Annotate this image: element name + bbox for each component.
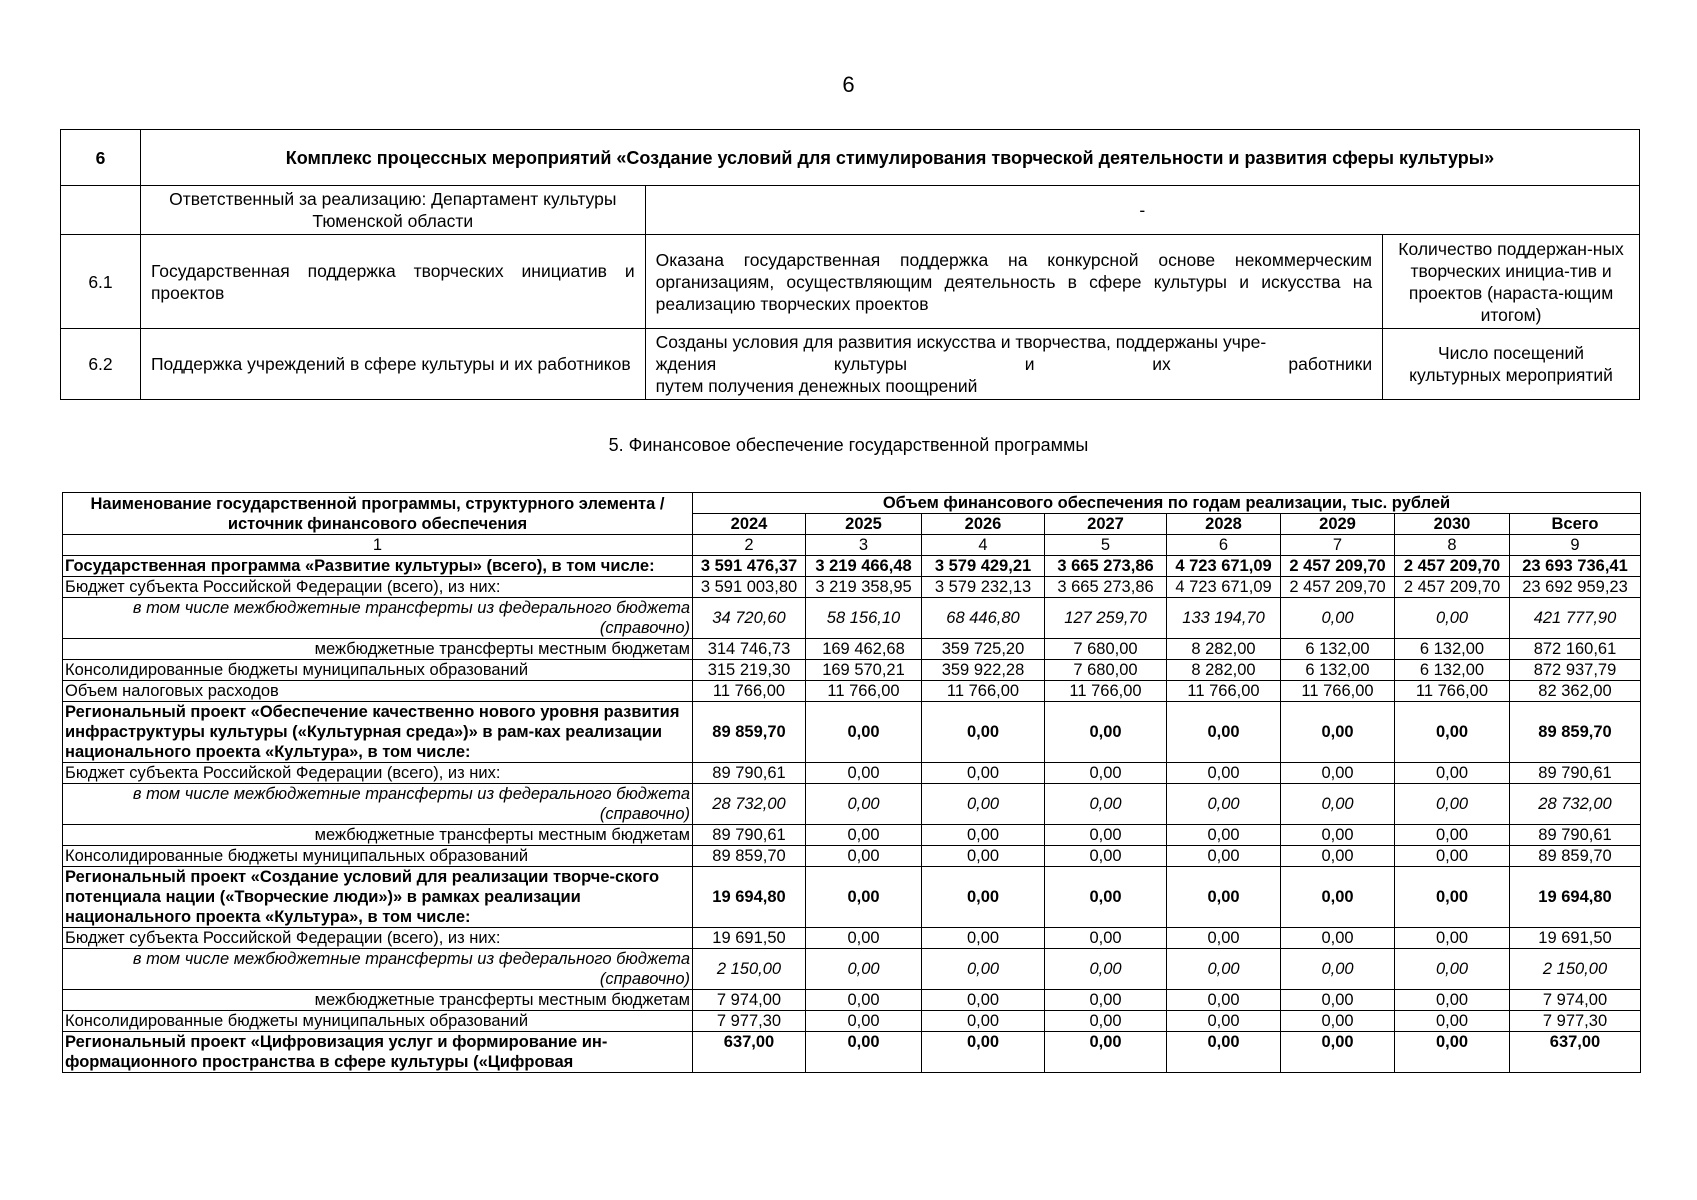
finance-value-cell: 0,00 (1045, 763, 1167, 784)
finance-row (63, 949, 1641, 990)
finance-row (63, 867, 1641, 928)
finance-value-cell: 0,00 (806, 846, 922, 867)
finance-value-cell: 3 591 003,80 (693, 577, 806, 598)
finance-value-cell: 0,00 (1167, 990, 1281, 1011)
finance-value-cell: 0,00 (922, 1032, 1045, 1073)
finance-row-name: межбюджетные трансферты местным бюджетам (63, 825, 693, 846)
finance-value-cell: 89 859,70 (693, 846, 806, 867)
finance-value-cell: 0,00 (1395, 598, 1510, 639)
responsible-empty-cell (61, 186, 141, 235)
finance-value-cell: 7 680,00 (1045, 660, 1167, 681)
finance-value-cell: 0,00 (1395, 1032, 1510, 1073)
item-task: Поддержка учреждений в сфере культуры и их работников (140, 329, 645, 400)
finance-header-row (63, 493, 1641, 514)
finance-value-cell: 89 790,61 (693, 825, 806, 846)
finance-row-name: Региональный проект «Обеспечение качественно нового уровня развития инфраструктуры культуры («Культурная среда»)» в рам-ках реализации национального проекта «Культура», в том числе: (63, 702, 693, 763)
finance-name-header: Наименование государственной программы, структурного элемента / источник финансового обеспечения (63, 493, 693, 535)
page-number: 6 (842, 72, 855, 97)
finance-value-cell: 133 194,70 (1167, 598, 1281, 639)
finance-value-cell: 0,00 (806, 784, 922, 825)
finance-value-cell: 0,00 (922, 702, 1045, 763)
finance-value-cell: 89 859,70 (693, 702, 806, 763)
finance-value-cell: 0,00 (922, 825, 1045, 846)
finance-value-cell: 0,00 (1045, 784, 1167, 825)
finance-value-cell: 4 723 671,09 (1167, 577, 1281, 598)
finance-value-cell: 0,00 (1045, 990, 1167, 1011)
finance-value-cell: 0,00 (1281, 949, 1395, 990)
finance-value-cell: 0,00 (1281, 1011, 1395, 1032)
finance-value-cell: 359 725,20 (922, 639, 1045, 660)
year-header: 2026 (922, 514, 1045, 535)
finance-volume-header: Объем финансового обеспечения по годам реализации, тыс. рублей (693, 493, 1641, 514)
finance-value-cell: 0,00 (806, 867, 922, 928)
finance-value-cell: 2 457 209,70 (1281, 556, 1395, 577)
column-number: 4 (922, 535, 1045, 556)
column-number: 9 (1510, 535, 1641, 556)
finance-value-cell: 0,00 (1395, 825, 1510, 846)
finance-value-cell: 2 457 209,70 (1395, 577, 1510, 598)
finance-value-cell: 0,00 (1167, 846, 1281, 867)
finance-value-cell: 7 977,30 (693, 1011, 806, 1032)
finance-row (63, 660, 1641, 681)
finance-value-cell: 2 150,00 (693, 949, 806, 990)
finance-value-cell: 315 219,30 (693, 660, 806, 681)
finance-value-cell: 0,00 (1167, 928, 1281, 949)
finance-value-cell: 0,00 (1045, 867, 1167, 928)
section-title: 5. Финансовое обеспечение государственной программы (608, 435, 1089, 455)
finance-value-cell: 0,00 (1281, 928, 1395, 949)
finance-value-cell: 0,00 (1281, 784, 1395, 825)
finance-value-cell: 0,00 (1167, 1011, 1281, 1032)
finance-value-cell: 0,00 (1395, 867, 1510, 928)
finance-value-cell: 3 665 273,86 (1045, 577, 1167, 598)
column-number: 5 (1045, 535, 1167, 556)
finance-row (63, 681, 1641, 702)
finance-value-cell: 314 746,73 (693, 639, 806, 660)
finance-row (63, 702, 1641, 763)
finance-total-cell: 23 692 959,23 (1510, 577, 1641, 598)
item-result: Оказана государственная поддержка на конкурсной основе некоммерческим организациям, осуществляющим деятельность в сфере культуры и искусства на реализацию творческих проектов (645, 235, 1382, 329)
finance-table (62, 492, 1641, 1073)
complex-item-row (61, 235, 1640, 329)
finance-total-cell: 872 937,79 (1510, 660, 1641, 681)
complex-header-row (61, 130, 1640, 186)
item-result-line: путем получения денежных поощрений (655, 376, 978, 396)
item-task: Государственная поддержка творческих инициатив и проектов (140, 235, 645, 329)
finance-value-cell: 0,00 (1045, 702, 1167, 763)
finance-row-name: межбюджетные трансферты местным бюджетам (63, 990, 693, 1011)
finance-row-name: Региональный проект «Цифровизация услуг и формирование ин-формационного пространства в сфере культуры («Цифровая (63, 1032, 693, 1073)
finance-value-cell: 6 132,00 (1281, 639, 1395, 660)
finance-value-cell: 0,00 (1395, 990, 1510, 1011)
finance-value-cell: 11 766,00 (693, 681, 806, 702)
finance-value-cell: 11 766,00 (1045, 681, 1167, 702)
finance-value-cell: 0,00 (1167, 867, 1281, 928)
finance-row (63, 825, 1641, 846)
finance-row (63, 556, 1641, 577)
finance-value-cell: 3 219 466,48 (806, 556, 922, 577)
item-number: 6.1 (61, 235, 141, 329)
finance-value-cell: 4 723 671,09 (1167, 556, 1281, 577)
year-header: 2025 (806, 514, 922, 535)
item-result-line: ждения культуры и их работники (655, 354, 1373, 374)
year-header: 2024 (693, 514, 806, 535)
finance-value-cell: 0,00 (1045, 1011, 1167, 1032)
responsible-row (61, 186, 1640, 235)
finance-value-cell: 0,00 (1395, 846, 1510, 867)
column-number: 3 (806, 535, 922, 556)
finance-value-cell: 0,00 (922, 867, 1045, 928)
item-number: 6.2 (61, 329, 141, 400)
finance-value-cell: 11 766,00 (1167, 681, 1281, 702)
finance-value-cell: 0,00 (922, 949, 1045, 990)
finance-row-name: Бюджет субъекта Российской Федерации (всего), из них: (63, 763, 693, 784)
finance-value-cell: 0,00 (1045, 825, 1167, 846)
finance-total-cell: 82 362,00 (1510, 681, 1641, 702)
finance-row (63, 928, 1641, 949)
finance-value-cell: 11 766,00 (806, 681, 922, 702)
finance-row-name: Государственная программа «Развитие культуры» (всего), в том числе: (63, 556, 693, 577)
finance-row (63, 990, 1641, 1011)
item-result-line: Созданы условия для развития искусства и творчества, поддержаны учре- (655, 332, 1267, 352)
finance-total-cell: 637,00 (1510, 1032, 1641, 1073)
finance-value-cell: 0,00 (1281, 825, 1395, 846)
finance-total-cell: 19 694,80 (1510, 867, 1641, 928)
total-header: Всего (1510, 514, 1641, 535)
finance-value-cell: 0,00 (922, 763, 1045, 784)
finance-value-cell: 0,00 (1167, 949, 1281, 990)
finance-value-cell: 0,00 (806, 825, 922, 846)
finance-value-cell: 6 132,00 (1281, 660, 1395, 681)
finance-total-cell: 89 859,70 (1510, 702, 1641, 763)
finance-value-cell: 0,00 (1167, 784, 1281, 825)
finance-value-cell: 0,00 (806, 990, 922, 1011)
finance-row (63, 598, 1641, 639)
finance-total-cell: 89 790,61 (1510, 763, 1641, 784)
finance-value-cell: 637,00 (693, 1032, 806, 1073)
item-indicator: Количество поддержан-ных творческих инициа-тив и проектов (нараста-ющим итогом) (1383, 235, 1640, 329)
finance-value-cell: 0,00 (1281, 702, 1395, 763)
year-header: 2028 (1167, 514, 1281, 535)
column-numbers-row (63, 535, 1641, 556)
finance-value-cell: 0,00 (806, 928, 922, 949)
finance-total-cell: 872 160,61 (1510, 639, 1641, 660)
year-header: 2027 (1045, 514, 1167, 535)
finance-row (63, 577, 1641, 598)
finance-value-cell: 0,00 (1281, 763, 1395, 784)
finance-value-cell: 0,00 (1395, 1011, 1510, 1032)
responsible-label: Ответственный за реализацию: Департамент культуры Тюменской области (140, 186, 645, 235)
column-number: 2 (693, 535, 806, 556)
finance-value-cell: 28 732,00 (693, 784, 806, 825)
finance-value-cell: 11 766,00 (1281, 681, 1395, 702)
finance-total-cell: 28 732,00 (1510, 784, 1641, 825)
finance-value-cell: 3 665 273,86 (1045, 556, 1167, 577)
finance-value-cell: 359 922,28 (922, 660, 1045, 681)
finance-total-cell: 7 974,00 (1510, 990, 1641, 1011)
finance-value-cell: 68 446,80 (922, 598, 1045, 639)
finance-row (63, 784, 1641, 825)
finance-value-cell: 6 132,00 (1395, 639, 1510, 660)
finance-row-name: Объем налоговых расходов (63, 681, 693, 702)
finance-value-cell: 127 259,70 (1045, 598, 1167, 639)
finance-value-cell: 0,00 (1167, 702, 1281, 763)
finance-value-cell: 19 694,80 (693, 867, 806, 928)
column-number: 6 (1167, 535, 1281, 556)
finance-value-cell: 7 680,00 (1045, 639, 1167, 660)
finance-total-cell: 7 977,30 (1510, 1011, 1641, 1032)
finance-value-cell: 11 766,00 (922, 681, 1045, 702)
finance-value-cell: 0,00 (922, 928, 1045, 949)
finance-total-cell: 23 693 736,41 (1510, 556, 1641, 577)
finance-value-cell: 3 579 232,13 (922, 577, 1045, 598)
finance-row-name: Консолидированные бюджеты муниципальных образований (63, 846, 693, 867)
finance-value-cell: 0,00 (1395, 763, 1510, 784)
finance-row-name: в том числе межбюджетные трансферты из федерального бюджета (справочно) (63, 598, 693, 639)
finance-total-cell: 89 790,61 (1510, 825, 1641, 846)
item-result (645, 329, 1382, 400)
finance-row-name: Бюджет субъекта Российской Федерации (всего), из них: (63, 928, 693, 949)
finance-value-cell: 0,00 (806, 702, 922, 763)
finance-value-cell: 0,00 (1045, 949, 1167, 990)
column-number: 7 (1281, 535, 1395, 556)
finance-value-cell: 0,00 (1395, 702, 1510, 763)
finance-value-cell: 7 974,00 (693, 990, 806, 1011)
finance-value-cell: 0,00 (1167, 1032, 1281, 1073)
finance-value-cell: 0,00 (1281, 598, 1395, 639)
finance-value-cell: 8 282,00 (1167, 660, 1281, 681)
finance-value-cell: 2 457 209,70 (1395, 556, 1510, 577)
finance-value-cell: 0,00 (1281, 1032, 1395, 1073)
finance-row (63, 1032, 1641, 1073)
finance-row-name: Консолидированные бюджеты муниципальных образований (63, 660, 693, 681)
finance-value-cell: 0,00 (1395, 928, 1510, 949)
finance-value-cell: 11 766,00 (1395, 681, 1510, 702)
finance-value-cell: 0,00 (1045, 928, 1167, 949)
finance-value-cell: 0,00 (1281, 990, 1395, 1011)
finance-row-name: в том числе межбюджетные трансферты из федерального бюджета (справочно) (63, 949, 693, 990)
complex-title: Комплекс процессных мероприятий «Создание условий для стимулирования творческой деятельности и развития сферы культуры» (140, 130, 1639, 186)
finance-value-cell: 0,00 (1281, 867, 1395, 928)
finance-value-cell: 169 570,21 (806, 660, 922, 681)
responsible-value: - (645, 186, 1639, 235)
finance-value-cell: 0,00 (1045, 846, 1167, 867)
column-number: 8 (1395, 535, 1510, 556)
finance-value-cell: 0,00 (922, 784, 1045, 825)
finance-value-cell: 3 591 476,37 (693, 556, 806, 577)
finance-row (63, 846, 1641, 867)
finance-value-cell: 0,00 (1395, 784, 1510, 825)
finance-value-cell: 0,00 (1045, 1032, 1167, 1073)
item-indicator: Число посещений культурных мероприятий (1383, 329, 1640, 400)
finance-value-cell: 6 132,00 (1395, 660, 1510, 681)
process-complex-table (60, 129, 1640, 400)
complex-number: 6 (61, 130, 141, 186)
finance-value-cell: 0,00 (1281, 846, 1395, 867)
finance-row-name: Бюджет субъекта Российской Федерации (всего), из них: (63, 577, 693, 598)
finance-value-cell: 0,00 (1395, 949, 1510, 990)
complex-item-row (61, 329, 1640, 400)
finance-value-cell: 169 462,68 (806, 639, 922, 660)
finance-total-cell: 421 777,90 (1510, 598, 1641, 639)
finance-value-cell: 0,00 (1167, 825, 1281, 846)
finance-row (63, 1011, 1641, 1032)
finance-row-name: Консолидированные бюджеты муниципальных образований (63, 1011, 693, 1032)
column-number: 1 (63, 535, 693, 556)
finance-value-cell: 0,00 (806, 1032, 922, 1073)
finance-total-cell: 19 691,50 (1510, 928, 1641, 949)
finance-row (63, 639, 1641, 660)
finance-value-cell: 58 156,10 (806, 598, 922, 639)
finance-value-cell: 0,00 (1167, 763, 1281, 784)
finance-value-cell: 0,00 (922, 990, 1045, 1011)
finance-value-cell: 89 790,61 (693, 763, 806, 784)
finance-total-cell: 2 150,00 (1510, 949, 1641, 990)
year-header: 2029 (1281, 514, 1395, 535)
finance-value-cell: 19 691,50 (693, 928, 806, 949)
finance-value-cell: 8 282,00 (1167, 639, 1281, 660)
finance-value-cell: 0,00 (922, 1011, 1045, 1032)
finance-value-cell: 3 219 358,95 (806, 577, 922, 598)
finance-value-cell: 0,00 (806, 763, 922, 784)
finance-value-cell: 0,00 (806, 1011, 922, 1032)
finance-row-name: межбюджетные трансферты местным бюджетам (63, 639, 693, 660)
finance-row (63, 763, 1641, 784)
finance-total-cell: 89 859,70 (1510, 846, 1641, 867)
finance-value-cell: 0,00 (806, 949, 922, 990)
year-header: 2030 (1395, 514, 1510, 535)
finance-row-name: Региональный проект «Создание условий для реализации творче-ского потенциала нации («Творческие люди»)» в рамках реализации национального проекта «Культура», в том числе: (63, 867, 693, 928)
finance-value-cell: 34 720,60 (693, 598, 806, 639)
finance-value-cell: 2 457 209,70 (1281, 577, 1395, 598)
finance-value-cell: 3 579 429,21 (922, 556, 1045, 577)
finance-value-cell: 0,00 (922, 846, 1045, 867)
finance-row-name: в том числе межбюджетные трансферты из федерального бюджета (справочно) (63, 784, 693, 825)
